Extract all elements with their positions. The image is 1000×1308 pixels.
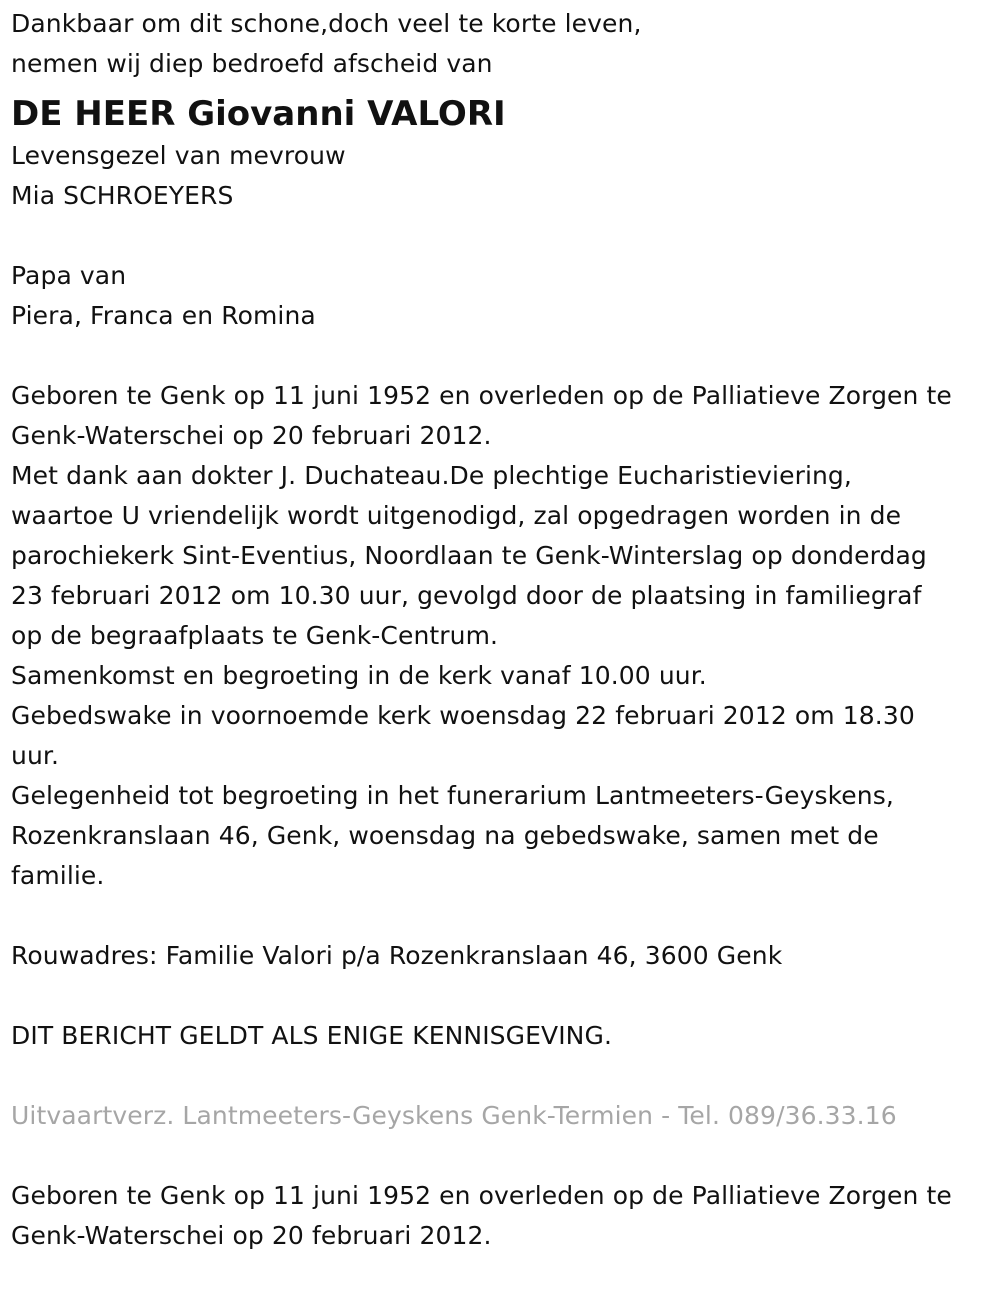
details-line: Gelegenheid tot begroeting in het funerarium Lantmeeters-Geyskens, — [11, 781, 894, 810]
spacer — [11, 1056, 991, 1096]
children-line-2: Piera, Franca en Romina — [11, 301, 316, 330]
intro-line-1: Dankbaar om dit schone,doch veel te korte leven, — [11, 9, 642, 38]
spacer — [11, 976, 991, 1016]
details-line: familie. — [11, 861, 105, 890]
details-line: 23 februari 2012 om 10.30 uur, gevolgd door de plaatsing in familiegraf — [11, 581, 922, 610]
details-line: Samenkomst en begroeting in de kerk vanaf 10.00 uur. — [11, 661, 707, 690]
repeat-line-1: Geboren te Genk op 11 juni 1952 en overleden op de Palliatieve Zorgen te — [11, 1181, 952, 1210]
spacer — [11, 1136, 991, 1176]
details-line: waartoe U vriendelijk wordt uitgenodigd, zal opgedragen worden in de — [11, 501, 902, 530]
mourning-address: Rouwadres: Familie Valori p/a Rozenkranslaan 46, 3600 Genk — [11, 941, 783, 970]
details-line: Gebedswake in voornoemde kerk woensdag 22 februari 2012 om 18.30 — [11, 701, 915, 730]
partner-line-1: Levensgezel van mevrouw — [11, 141, 346, 170]
deceased-name: DE HEER Giovanni VALORI — [11, 94, 506, 134]
details-line: op de begraafplaats te Genk-Centrum. — [11, 621, 499, 650]
details-line: uur. — [11, 741, 60, 770]
spacer — [11, 216, 991, 256]
intro-line-2: nemen wij diep bedroefd afscheid van — [11, 49, 493, 78]
partner-line-2: Mia SCHROEYERS — [11, 181, 234, 210]
details-line: Rozenkranslaan 46, Genk, woensdag na gebedswake, samen met de — [11, 821, 879, 850]
spacer — [11, 336, 991, 376]
spacer — [11, 896, 991, 936]
details-line: Genk-Waterschei op 20 februari 2012. — [11, 421, 492, 450]
details-line: Met dank aan dokter J. Duchateau.De plechtige Eucharistieviering, — [11, 461, 852, 490]
notice-statement: DIT BERICHT GELDT ALS ENIGE KENNISGEVING. — [11, 1021, 612, 1050]
repeat-line-2: Genk-Waterschei op 20 februari 2012. — [11, 1221, 492, 1250]
obituary-notice — [11, 4, 991, 1256]
details-line: Geboren te Genk op 11 juni 1952 en overleden op de Palliatieve Zorgen te — [11, 381, 952, 410]
undertaker-contact: Uitvaartverz. Lantmeeters-Geyskens Genk-Termien - Tel. 089/36.33.16 — [11, 1101, 897, 1130]
details-line: parochiekerk Sint-Eventius, Noordlaan te Genk-Winterslag op donderdag — [11, 541, 927, 570]
children-line-1: Papa van — [11, 261, 127, 290]
